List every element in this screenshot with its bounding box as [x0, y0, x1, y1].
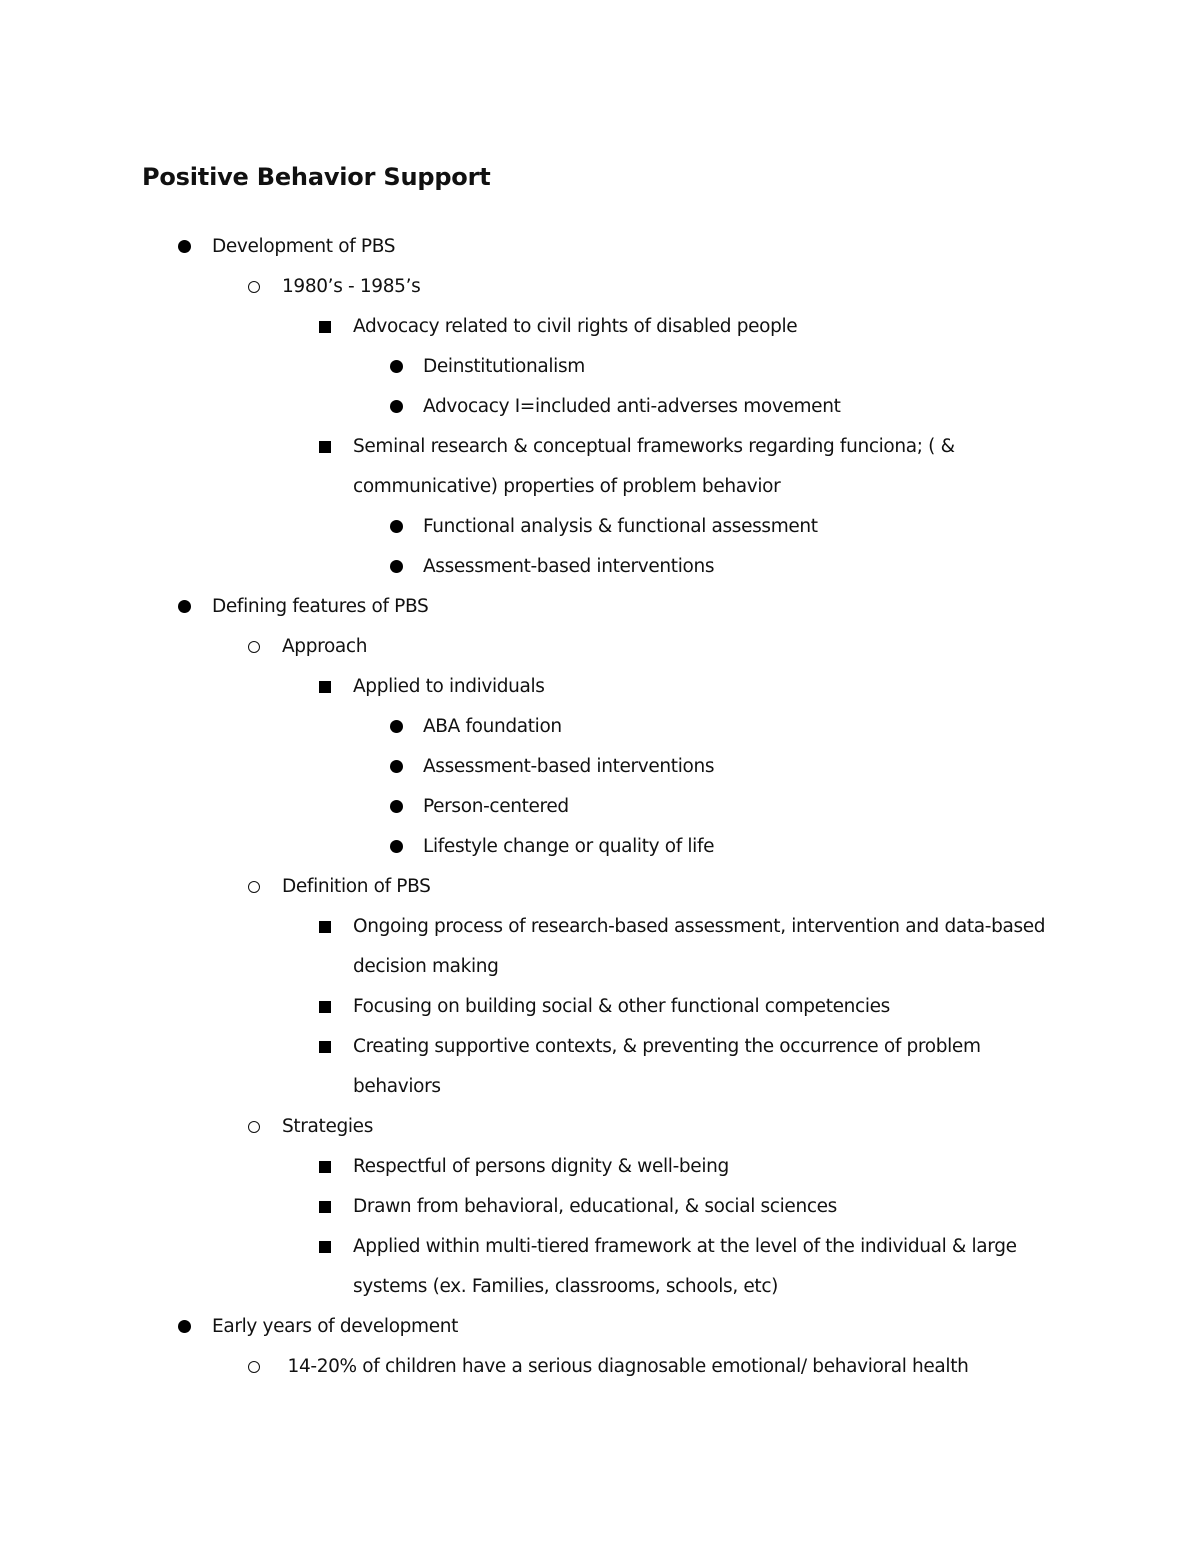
filled-circle-bullet-icon — [390, 840, 403, 853]
square-bullet-icon — [319, 441, 331, 453]
filled-circle-bullet-icon — [390, 360, 403, 373]
square-bullet-icon — [319, 1241, 331, 1253]
hollow-circle-bullet-icon — [248, 641, 260, 653]
square-bullet-icon — [319, 1201, 331, 1213]
filled-circle-bullet-icon — [178, 240, 191, 253]
hollow-circle-bullet-icon — [248, 1361, 260, 1373]
list-item-text: Development of PBS — [212, 236, 396, 257]
list-item-text: Approach — [282, 636, 368, 657]
list-item-text: Advocacy related to civil rights of disabled people — [353, 316, 798, 337]
list-item-text: Assessment-based interventions — [423, 556, 715, 577]
list-item-text: Seminal research & conceptual frameworks regarding funciona; ( & — [353, 436, 955, 457]
list-item-text: behaviors — [353, 1076, 441, 1097]
filled-circle-bullet-icon — [178, 600, 191, 613]
square-bullet-icon — [319, 921, 331, 933]
list-item-text: Deinstitutionalism — [423, 356, 585, 377]
filled-circle-bullet-icon — [390, 800, 403, 813]
list-item-text: Lifestyle change or quality of life — [423, 836, 715, 857]
list-item-text: systems (ex. Families, classrooms, schools, etc) — [353, 1276, 779, 1297]
square-bullet-icon — [319, 1161, 331, 1173]
filled-circle-bullet-icon — [390, 560, 403, 573]
list-item-text: Drawn from behavioral, educational, & social sciences — [353, 1196, 837, 1217]
list-item-text: Ongoing process of research-based assessment, intervention and data-based — [353, 916, 1046, 937]
list-item-text: Definition of PBS — [282, 876, 431, 897]
square-bullet-icon — [319, 1041, 331, 1053]
list-item-text: communicative) properties of problem behavior — [353, 476, 781, 497]
hollow-circle-bullet-icon — [248, 281, 260, 293]
list-item-text: Assessment-based interventions — [423, 756, 715, 777]
list-item-text: Respectful of persons dignity & well-being — [353, 1156, 729, 1177]
square-bullet-icon — [319, 681, 331, 693]
hollow-circle-bullet-icon — [248, 1121, 260, 1133]
list-item-text: 14-20% of children have a serious diagnosable emotional/ behavioral health — [282, 1356, 969, 1377]
list-item-text: Advocacy I=included anti-adverses movement — [423, 396, 841, 417]
list-item-text: Early years of development — [212, 1316, 459, 1337]
list-item-text: Creating supportive contexts, & preventing the occurrence of problem — [353, 1036, 981, 1057]
list-item-text: Functional analysis & functional assessment — [423, 516, 818, 537]
list-item-text: Strategies — [282, 1116, 373, 1137]
list-item-text: decision making — [353, 956, 499, 977]
list-item-text: Applied within multi-tiered framework at the level of the individual & large — [353, 1236, 1017, 1257]
filled-circle-bullet-icon — [390, 400, 403, 413]
filled-circle-bullet-icon — [390, 760, 403, 773]
list-item-text: Applied to individuals — [353, 676, 545, 697]
list-item-text: 1980’s - 1985’s — [282, 276, 421, 297]
list-item-text: Defining features of PBS — [212, 596, 429, 617]
page-title: Positive Behavior Support — [142, 163, 491, 191]
filled-circle-bullet-icon — [178, 1320, 191, 1333]
square-bullet-icon — [319, 1001, 331, 1013]
list-item-text: Person-centered — [423, 796, 569, 817]
hollow-circle-bullet-icon — [248, 881, 260, 893]
filled-circle-bullet-icon — [390, 720, 403, 733]
list-item-text: ABA foundation — [423, 716, 562, 737]
list-item-text: Focusing on building social & other functional competencies — [353, 996, 890, 1017]
square-bullet-icon — [319, 321, 331, 333]
filled-circle-bullet-icon — [390, 520, 403, 533]
